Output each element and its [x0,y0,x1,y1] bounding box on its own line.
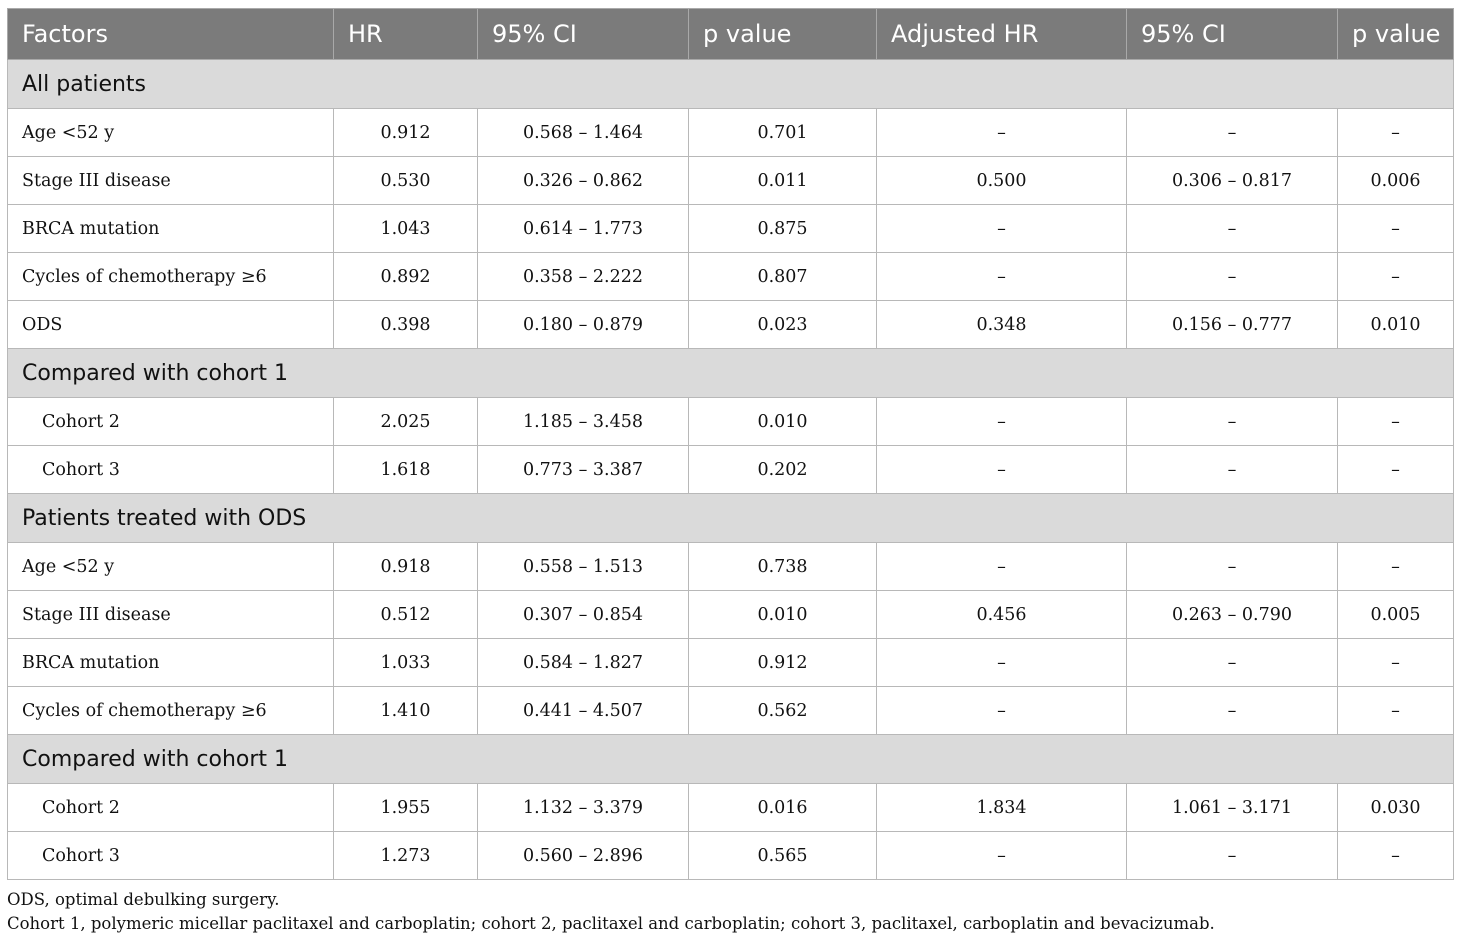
p-value-cell: 0.562 [689,687,877,735]
table-row [8,543,1454,591]
adjusted-hr-cell: – [877,109,1127,157]
p-value-cell: 0.565 [689,832,877,880]
factor-cell: BRCA mutation [8,205,334,253]
ci-cell: 0.773 – 3.387 [478,446,689,494]
adjusted-ci-cell: – [1127,639,1338,687]
adjusted-ci-cell: – [1127,109,1338,157]
adjusted-ci-cell: 1.061 – 3.171 [1127,784,1338,832]
ci-cell: 0.358 – 2.222 [478,253,689,301]
adjusted-ci-cell: – [1127,543,1338,591]
p-value-cell: 0.023 [689,301,877,349]
adjusted-hr-cell: – [877,446,1127,494]
hr-cell: 0.918 [334,543,478,591]
p-value-cell: 0.738 [689,543,877,591]
factor-cell: Cohort 3 [8,446,334,494]
adjusted-ci-cell: – [1127,446,1338,494]
header-adjusted-p-value: p value [1338,9,1454,60]
table-row [8,301,1454,349]
adjusted-ci-cell: – [1127,398,1338,446]
header-adjusted-ci: 95% CI [1127,9,1338,60]
hr-cell: 1.955 [334,784,478,832]
section-title: Compared with cohort 1 [8,349,1454,398]
adjusted-p-value-cell: – [1338,639,1454,687]
p-value-cell: 0.875 [689,205,877,253]
ci-cell: 0.568 – 1.464 [478,109,689,157]
adjusted-ci-cell: 0.156 – 0.777 [1127,301,1338,349]
adjusted-p-value-cell: – [1338,253,1454,301]
adjusted-hr-cell: 0.456 [877,591,1127,639]
footnote-cohorts: Cohort 1, polymeric micellar paclitaxel and carboplatin; cohort 2, paclitaxel and carboplatin; cohort 3, paclitaxel, carboplatin and bevacizumab. [7,914,1215,933]
table-row [8,157,1454,205]
adjusted-ci-cell: – [1127,687,1338,735]
table-row [8,398,1454,446]
adjusted-p-value-cell: – [1338,687,1454,735]
adjusted-p-value-cell: 0.005 [1338,591,1454,639]
header-adjusted-hr: Adjusted HR [877,9,1127,60]
adjusted-hr-cell: – [877,687,1127,735]
p-value-cell: 0.016 [689,784,877,832]
adjusted-p-value-cell: – [1338,109,1454,157]
header-p-value: p value [689,9,877,60]
table-row [8,832,1454,880]
adjusted-ci-cell: 0.263 – 0.790 [1127,591,1338,639]
table-body [8,60,1454,880]
hr-cell: 0.892 [334,253,478,301]
table-row [8,253,1454,301]
adjusted-ci-cell: – [1127,253,1338,301]
hr-cell: 1.273 [334,832,478,880]
adjusted-hr-cell: – [877,398,1127,446]
adjusted-ci-cell: – [1127,205,1338,253]
factor-cell: Age <52 y [8,109,334,157]
table-footnotes [7,888,1453,936]
adjusted-hr-cell: 0.500 [877,157,1127,205]
section-header-row [8,735,1454,784]
table-row [8,446,1454,494]
hr-cell: 1.033 [334,639,478,687]
table-row [8,687,1454,735]
adjusted-p-value-cell: 0.006 [1338,157,1454,205]
adjusted-ci-cell: – [1127,832,1338,880]
p-value-cell: 0.912 [689,639,877,687]
hr-cell: 0.912 [334,109,478,157]
factor-cell: BRCA mutation [8,639,334,687]
section-header-row [8,494,1454,543]
factor-cell: Cycles of chemotherapy ≥6 [8,253,334,301]
factor-cell: Cycles of chemotherapy ≥6 [8,687,334,735]
hr-cell: 1.618 [334,446,478,494]
factor-cell: Cohort 3 [8,832,334,880]
factor-cell: Cohort 2 [8,398,334,446]
section-title: All patients [8,60,1454,109]
ci-cell: 0.307 – 0.854 [478,591,689,639]
adjusted-hr-cell: – [877,832,1127,880]
factor-cell: Cohort 2 [8,784,334,832]
hr-cell: 0.530 [334,157,478,205]
table-row [8,784,1454,832]
table-row [8,591,1454,639]
adjusted-p-value-cell: – [1338,205,1454,253]
adjusted-p-value-cell: 0.030 [1338,784,1454,832]
section-header-row [8,60,1454,109]
adjusted-p-value-cell: 0.010 [1338,301,1454,349]
ci-cell: 0.558 – 1.513 [478,543,689,591]
adjusted-hr-cell: – [877,639,1127,687]
p-value-cell: 0.010 [689,398,877,446]
p-value-cell: 0.011 [689,157,877,205]
ci-cell: 0.584 – 1.827 [478,639,689,687]
hr-cell: 2.025 [334,398,478,446]
ci-cell: 0.326 – 0.862 [478,157,689,205]
p-value-cell: 0.701 [689,109,877,157]
factor-cell: ODS [8,301,334,349]
p-value-cell: 0.010 [689,591,877,639]
table-row [8,109,1454,157]
hr-cell: 1.043 [334,205,478,253]
ci-cell: 0.560 – 2.896 [478,832,689,880]
footnote-ods: ODS, optimal debulking surgery. [7,890,280,909]
header-factors: Factors [8,9,334,60]
factor-cell: Stage III disease [8,157,334,205]
ci-cell: 0.180 – 0.879 [478,301,689,349]
table-row [8,205,1454,253]
hazard-ratio-table [7,8,1454,880]
section-title: Patients treated with ODS [8,494,1454,543]
factor-cell: Stage III disease [8,591,334,639]
ci-cell: 0.614 – 1.773 [478,205,689,253]
adjusted-hr-cell: – [877,253,1127,301]
adjusted-hr-cell: 1.834 [877,784,1127,832]
adjusted-ci-cell: 0.306 – 0.817 [1127,157,1338,205]
hr-cell: 1.410 [334,687,478,735]
p-value-cell: 0.202 [689,446,877,494]
ci-cell: 1.185 – 3.458 [478,398,689,446]
factor-cell: Age <52 y [8,543,334,591]
section-header-row [8,349,1454,398]
table-container [7,8,1453,936]
header-ci: 95% CI [478,9,689,60]
ci-cell: 1.132 – 3.379 [478,784,689,832]
adjusted-p-value-cell: – [1338,832,1454,880]
adjusted-p-value-cell: – [1338,543,1454,591]
adjusted-p-value-cell: – [1338,446,1454,494]
header-hr: HR [334,9,478,60]
hr-cell: 0.512 [334,591,478,639]
hr-cell: 0.398 [334,301,478,349]
adjusted-hr-cell: – [877,205,1127,253]
adjusted-hr-cell: – [877,543,1127,591]
table-header-row [8,9,1454,60]
adjusted-p-value-cell: – [1338,398,1454,446]
section-title: Compared with cohort 1 [8,735,1454,784]
adjusted-hr-cell: 0.348 [877,301,1127,349]
ci-cell: 0.441 – 4.507 [478,687,689,735]
p-value-cell: 0.807 [689,253,877,301]
table-row [8,639,1454,687]
